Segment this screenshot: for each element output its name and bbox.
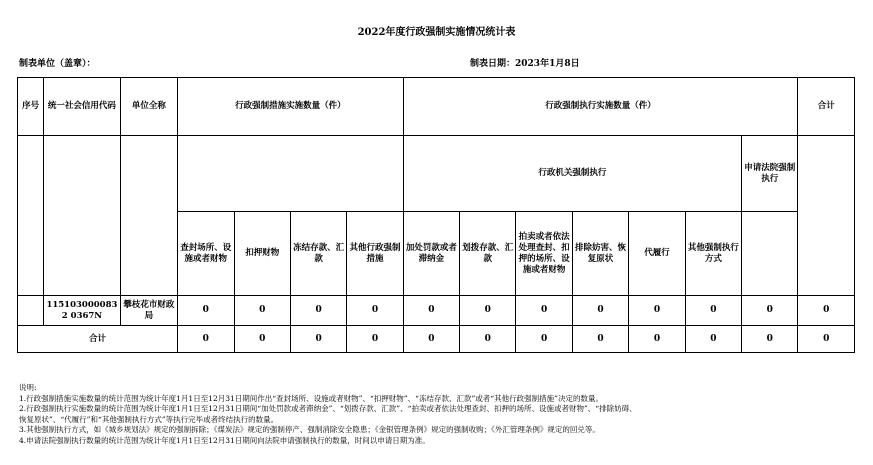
- header-execution-group: 行政强制执行实施数量（件）: [403, 78, 798, 136]
- total-value: 0: [234, 326, 290, 353]
- cell-value: 0: [234, 296, 290, 326]
- note-item: 1.行政强制措施实施数量的统计范围为统计年度1月1日至12月31日期间作出“查封场所、设施或者财物”、“扣押财物”、“冻结存款、汇款”或者“其他行政强制措施”决定的数量。: [19, 393, 603, 403]
- header-seq-blank: [18, 136, 44, 296]
- cell-value: 0: [685, 296, 741, 326]
- total-value: 0: [403, 326, 459, 353]
- total-value: 0: [685, 326, 741, 353]
- table-row: [18, 296, 855, 326]
- header-freeze-deposits: 冻结存款、汇款: [290, 212, 346, 296]
- cell-value: 0: [516, 296, 572, 326]
- header-unit-name-blank: [120, 136, 177, 296]
- cell-value: 0: [347, 296, 403, 326]
- total-value: 0: [798, 326, 855, 353]
- header-measures-blank: [178, 136, 404, 212]
- total-value: 0: [629, 326, 685, 353]
- date-value: 2023年1月8日: [515, 59, 580, 69]
- total-value: 0: [516, 326, 572, 353]
- header-remove-obstruction: 排除妨害、恢复原状: [572, 212, 628, 296]
- header-court-blank: [742, 212, 798, 296]
- header-additional-fines: 加处罚款或者滞纳金: [403, 212, 459, 296]
- note-item: 4.申请法院强制执行数量的统计范围为统计年度1月1日至12月31日期间向法院申请强制执行的数量，时间以申请日期为准。: [19, 435, 430, 445]
- header-substitute-performance: 代履行: [629, 212, 685, 296]
- cell-value: 0: [742, 296, 798, 326]
- note-item: 恢复原状”、“代履行”和“其他强制执行方式”等执行完毕或者终结执行的数量。: [19, 414, 279, 424]
- notes-heading: 说明:: [19, 383, 37, 392]
- date-label-text: 制表日期：: [470, 59, 516, 69]
- header-transfer-deposits: 划拨存款、汇款: [460, 212, 516, 296]
- cell-value: 0: [290, 296, 346, 326]
- note-item: 2.行政强制执行实施数量的统计范围为统计年度1月1日至12月31日期间“加处罚款或者滞纳金”、“划拨存款、汇款”、“拍卖或者依法处理查封、扣押的场所、设施或者财物”、“排除妨碍、: [19, 404, 637, 413]
- note-item: 3.其他强制执行方式，如《城乡规划法》规定的强制拆除；《煤炭法》规定的强制停产、强制消除安全隐患；《金银管理条例》规定的强制收购；《外汇管理条例》规定的回兑等。: [19, 425, 600, 434]
- header-other-measures: 其他行政强制措施: [347, 212, 403, 296]
- header-seize-property: 扣押财物: [234, 212, 290, 296]
- cell-value: 0: [572, 296, 628, 326]
- unit-label: 制表单位（盖章）：: [19, 59, 96, 69]
- row-unit-name: 攀枝花市财政局: [120, 296, 177, 326]
- total-value: 0: [290, 326, 346, 353]
- header-credit-code: 统一社会信用代码: [44, 78, 121, 136]
- cell-value: 0: [629, 296, 685, 326]
- statistics-table: [17, 77, 855, 353]
- cell-value: 0: [403, 296, 459, 326]
- total-row: [18, 326, 855, 353]
- header-credit-code-blank: [44, 136, 121, 296]
- header-total-blank: [798, 136, 855, 296]
- row-credit-code: 115103000083 2 0367N: [44, 296, 121, 326]
- cell-value: 0: [798, 296, 855, 326]
- header-unit-name: 单位全称: [120, 78, 177, 136]
- header-total: 合计: [798, 78, 855, 136]
- header-measures-group: 行政强制措施实施数量（件）: [178, 78, 404, 136]
- header-other-execution: 其他强制执行方式: [685, 212, 741, 296]
- total-value: 0: [460, 326, 516, 353]
- header-admin-execution: 行政机关强制执行: [403, 136, 741, 212]
- cell-value: 0: [178, 296, 234, 326]
- notes-section: [19, 383, 864, 446]
- page-title: 2022年度行政强制实施情况统计表: [357, 27, 516, 38]
- total-value: 0: [742, 326, 798, 353]
- total-value: 0: [572, 326, 628, 353]
- date-label: [470, 56, 580, 69]
- row-seq: [18, 296, 44, 326]
- header-auction-property: 拍卖或者依法处理查封、扣押的场所、设施或者财物: [516, 212, 572, 296]
- header-seq: 序号: [18, 78, 44, 136]
- header-court-execution: 申请法院强制执行: [742, 136, 798, 212]
- cell-value: 0: [460, 296, 516, 326]
- total-row-label: 合计: [18, 326, 178, 353]
- header-seal-property: 查封场所、设施或者财物: [178, 212, 234, 296]
- total-value: 0: [347, 326, 403, 353]
- total-value: 0: [178, 326, 234, 353]
